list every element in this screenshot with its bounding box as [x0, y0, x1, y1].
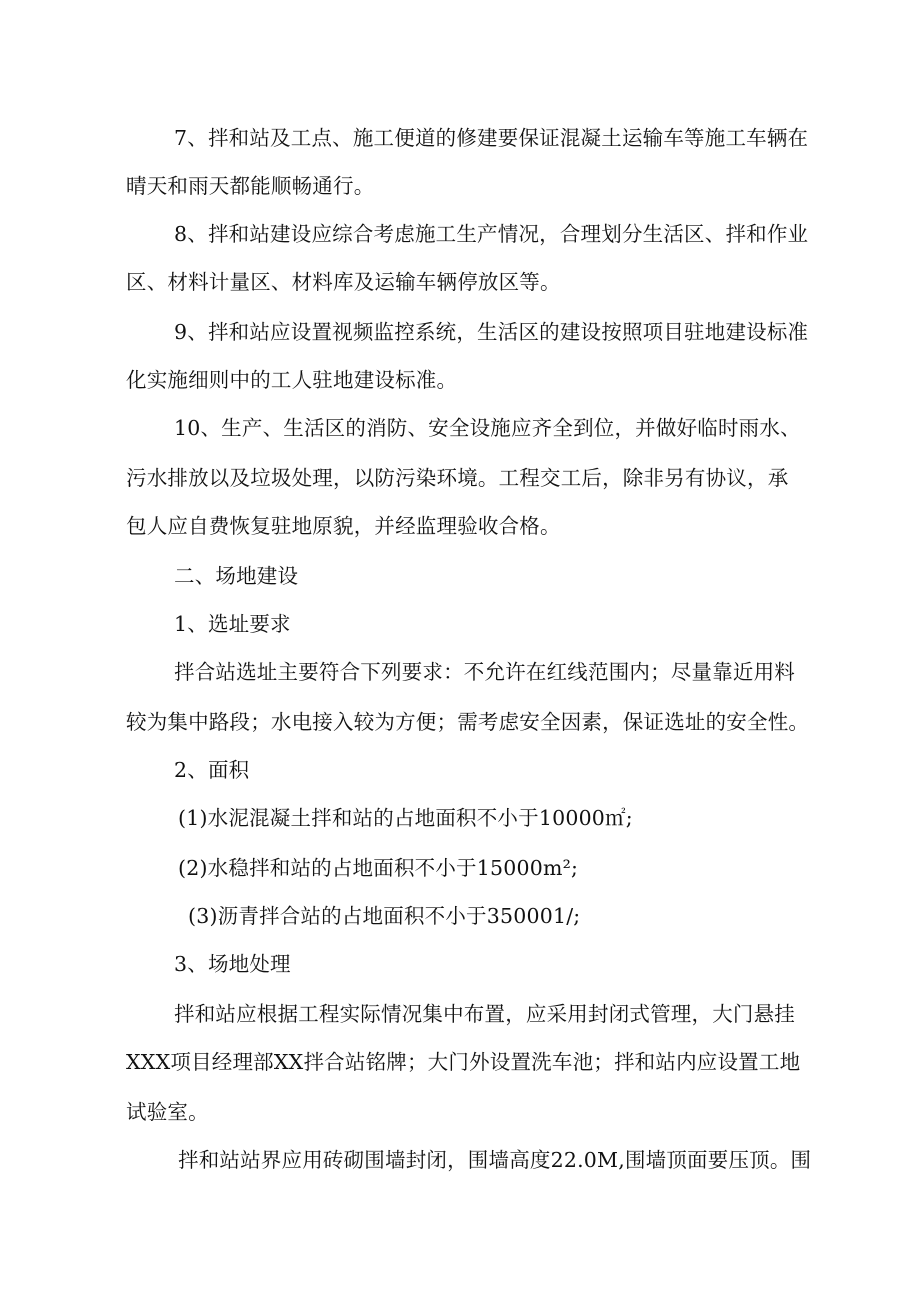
list-item: (1)水泥混凝土拌和站的占地面积不小于10000㎡;: [178, 806, 633, 830]
paragraph-line: 拌合站选址主要符合下列要求：不允许在红线范围内；尽量靠近用料: [174, 660, 795, 684]
subsection-heading: 2、面积: [174, 758, 250, 782]
paragraph-line: 8、拌和站建设应综合考虑施工生产情况，合理划分生活区、拌和作业: [174, 222, 809, 246]
paragraph-line: 包人应自费恢复驻地原貌，并经监理验收合格。: [126, 514, 561, 538]
list-item: (3)沥青拌合站的占地面积不小于350001/;: [188, 904, 581, 928]
paragraph-line: 污水排放以及垃圾处理，以防污染环境。工程交工后，除非另有协议，承: [126, 466, 789, 490]
paragraph-line: 化实施细则中的工人驻地建设标准。: [126, 368, 458, 392]
paragraph-line: XXX项目经理部XX拌合站铭牌；大门外设置洗车池；拌和站内应设置工地: [126, 1050, 801, 1074]
paragraph-line: 较为集中路段；水电接入较为方便；需考虑安全因素，保证选址的安全性。: [126, 710, 810, 734]
list-item: (2)水稳拌和站的占地面积不小于15000m²;: [178, 856, 579, 880]
paragraph-line: 晴天和雨天都能顺畅通行。: [126, 174, 375, 198]
paragraph-line: 拌和站站界应用砖砌围墙封闭，围墙高度22.0M,围墙顶面要压顶。围: [178, 1148, 812, 1172]
subsection-heading: 1、选址要求: [174, 612, 291, 636]
paragraph-line: 10、生产、生活区的消防、安全设施应齐全到位，并做好临时雨水、: [174, 416, 801, 440]
paragraph-line: 区、材料计量区、材料库及运输车辆停放区等。: [126, 270, 561, 294]
paragraph-line: 9、拌和站应设置视频监控系统，生活区的建设按照项目驻地建设标准: [174, 320, 809, 344]
paragraph-line: 拌和站应根据工程实际情况集中布置，应采用封闭式管理，大门悬挂: [174, 1002, 795, 1026]
subsection-heading: 3、场地处理: [174, 952, 291, 976]
paragraph-line: 7、拌和站及工点、施工便道的修建要保证混凝土运输车等施工车辆在: [174, 126, 809, 150]
section-heading: 二、场地建设: [174, 564, 299, 588]
paragraph-line: 试验室。: [126, 1100, 209, 1124]
